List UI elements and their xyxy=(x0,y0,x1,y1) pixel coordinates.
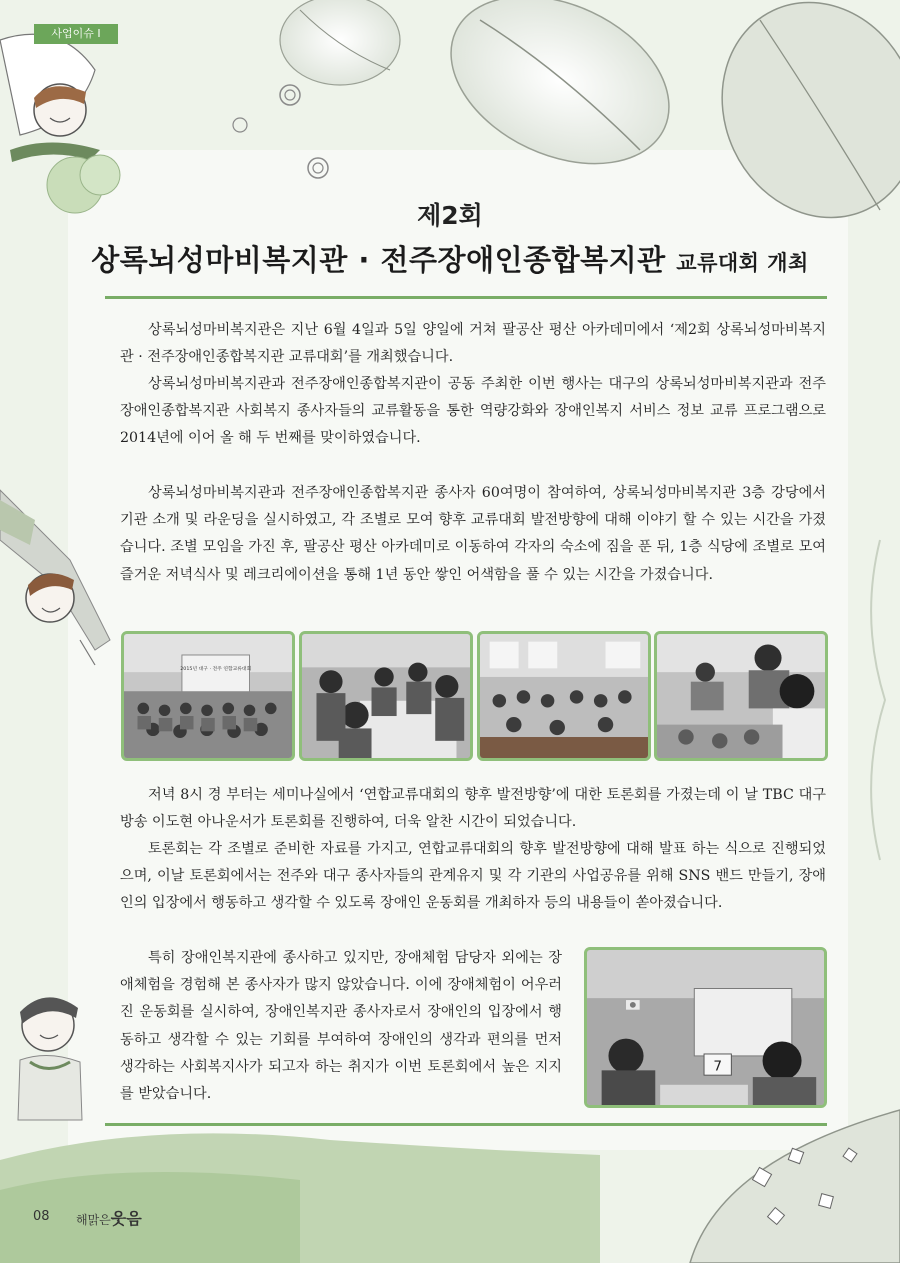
paragraph-2: 상록뇌성마비복지관과 전주장애인종합복지관이 공동 주최한 이번 행사는 대구의 상록뇌성마비복지관과 전주장애인종합복지관 사회복지 종사자들의 교류활동을 통한 역량강화와 장애인복지 서비스 정보 교류 프로그램으로 2014년에 이어 올 해 두 번째를 맞이하였습니다. xyxy=(120,376,826,447)
article-title xyxy=(0,238,900,279)
paragraph-3: 상록뇌성마비복지관과 전주장애인종합복지관 종사자 60여명이 참여하여, 상록뇌성마비복지관 3층 강당에서 기관 소개 및 라운딩을 실시하였고, 각 조별로 모여 향후 교류대회 발전방향에 대해 이야기 할 수 있는 시간을 가졌습니다. 조별 모임을 가진 후, 팔공산 평산 아카데미로 이동하여 각자의 숙소에 짐을 푼 뒤, 1층 식당에 조별로 모여 즐거운 저녁식사 및 레크리에이션을 통해 1년 동안 쌓인 어색함을 풀 수 있는 시간을 가졌습니다. xyxy=(120,485,826,583)
article-title-main: 상록뇌성마비복지관 · 전주장애인종합복지관 xyxy=(91,243,666,277)
table-number: 7 xyxy=(713,1058,723,1075)
photo-group-table xyxy=(299,631,473,761)
paragraph-5: 토론회는 각 조별로 준비한 자료를 가지고, 연합교류대회의 향후 발전방향에 대해 발표 하는 식으로 진행되었으며, 이날 토론회에서는 전주와 대구 종사자들의 관계유지 및 각 기관의 사업공유를 위해 SNS 밴드 만들기, 장애인의 입장에서 행동하고 생각할 수 있도록 장애인 운동회를 개최하자 등의 내용들이 쏟아졌습니다. xyxy=(120,841,826,912)
bottom-divider xyxy=(105,1123,827,1126)
logo-big-text: 웃음 xyxy=(110,1209,142,1228)
section-tag: 사업이슈 I xyxy=(34,24,118,44)
photo-dining-hall xyxy=(477,631,651,761)
photo-discussion xyxy=(584,947,827,1108)
logo-small-text: 해맑은 xyxy=(76,1213,111,1227)
article-subtitle: 제2회 xyxy=(417,201,483,230)
title-divider xyxy=(105,296,827,299)
paragraph-4: 저녁 8시 경 부터는 세미나실에서 ‘연합교류대회의 향후 발전방향’에 대한 토론회를 가졌는데 이 날 TBC 대구방송 이도현 아나운서가 토론회를 진행하여, 더욱 알찬 시간이 되었습니다. xyxy=(120,787,826,831)
banner-text: 2015년 대구 · 전주 연합교류대회 xyxy=(180,667,252,673)
paragraph-6: 특히 장애인복지관에 종사하고 있지만, 장애체험 담당자 외에는 장애체험을 경험해 본 종사자가 많지 않았습니다. 이에 장애체험이 어우러진 운동회를 실시하여, 장애인복지관 종사자로서 장애인의 입장에서 행동하고 생각할 수 있는 기회를 부여하여 장애인의 생각과 편의를 먼저 생각하는 사회복지사가 되고자 하는 취지가 이번 토론회에서 높은 지지를 받았습니다. xyxy=(120,950,562,1103)
photo-auditorium xyxy=(121,631,295,761)
page-number: 08 xyxy=(33,1209,50,1224)
article-title-small: 교류대회 개최 xyxy=(676,251,809,275)
magazine-logo xyxy=(76,1206,142,1229)
paragraph-1: 상록뇌성마비복지관은 지난 6월 4일과 5일 양일에 거쳐 팔공산 평산 아카데미에서 ‘제2회 상록뇌성마비복지관 · 전주장애인종합복지관 교류대회’를 개최했습니다. xyxy=(120,322,826,366)
photo-dinner xyxy=(654,631,828,761)
